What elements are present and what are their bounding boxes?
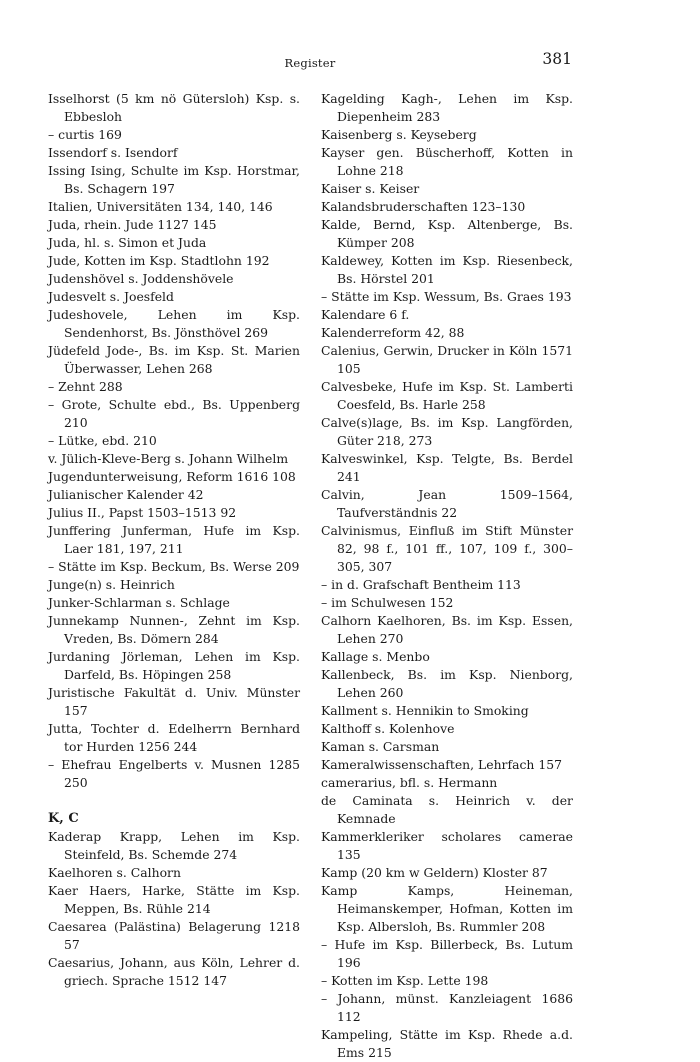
index-subentry: – Grote, Schulte ebd., Bs. Uppenberg 210: [48, 397, 300, 430]
index-entry: Judenshövel s. Joddenshövele: [48, 271, 234, 286]
index-entry: de Caminata s. Heinrich v. der Kemnade: [321, 793, 573, 826]
index-subentry: – im Schulwesen 152: [321, 595, 454, 610]
index-entry: Calve(s)lage, Bs. im Ksp. Langförden, Güter 218, 273: [321, 415, 573, 448]
index-entry: Juda, rhein. Jude 1127 145: [48, 217, 217, 232]
index-entry: Issing Ising, Schulte im Ksp. Horstmar, Bs. Schagern 197: [48, 163, 300, 196]
index-entry: Kalthoff s. Kolenhove: [321, 721, 455, 736]
index-entry: Kayser gen. Büscherhoff, Kotten in Lohne 218: [321, 145, 573, 178]
index-entry: Kamp Kamps, Heineman, Heimanskemper, Hofman, Kotten im Ksp. Albersloh, Bs. Rummler 208: [321, 883, 573, 934]
index-entry: Junge(n) s. Heinrich: [48, 577, 175, 592]
index-entry: Kaisenberg s. Keyseberg: [321, 127, 477, 142]
index-subentry: – Ehefrau Engelberts v. Musnen 1285 250: [48, 757, 300, 790]
index-entry: Juda, hl. s. Simon et Juda: [48, 235, 207, 250]
index-entry: Caesarius, Johann, aus Köln, Lehrer d. griech. Sprache 1512 147: [48, 955, 300, 988]
index-entry: Kaman s. Carsman: [321, 739, 440, 754]
index-subentry: – Johann, münst. Kanzleiagent 1686 112: [321, 991, 573, 1024]
index-entry: Kammerkleriker scholares camerae 135: [321, 829, 573, 862]
index-entry: Jurdaning Jörleman, Lehen im Ksp. Darfeld, Bs. Höpingen 258: [48, 649, 300, 682]
index-subentry: – Hufe im Ksp. Billerbeck, Bs. Lutum 196: [321, 937, 573, 970]
index-entry: Kalenderreform 42, 88: [321, 325, 465, 340]
right-index-entries: [321, 90, 573, 1062]
index-entry: Kallage s. Menbo: [321, 649, 430, 664]
index-entry: Judesvelt s. Joesfeld: [48, 289, 174, 304]
left-column: [48, 90, 300, 990]
index-entry: Kallenbeck, Bs. im Ksp. Nienborg, Lehen 260: [321, 667, 573, 700]
index-entry: Isselhorst (5 km nö Gütersloh) Ksp. s. Ebbesloh: [48, 91, 300, 124]
index-entry: Kaelhoren s. Calhorn: [48, 865, 181, 880]
index-entry: Julianischer Kalender 42: [48, 487, 204, 502]
index-entry: Kaldewey, Kotten im Ksp. Riesenbeck, Bs. Hörstel 201: [321, 253, 573, 286]
index-subentry: – Lütke, ebd. 210: [48, 433, 157, 448]
left-index-entries: [48, 90, 300, 792]
right-column: [321, 90, 573, 1062]
index-subentry: – Zehnt 288: [48, 379, 123, 394]
index-subentry: – Kotten im Ksp. Lette 198: [321, 973, 489, 988]
section-heading: K, C: [48, 811, 79, 826]
index-entry: Kamp (20 km w Geldern) Kloster 87: [321, 865, 548, 880]
index-entry: Kalandsbruderschaften 123–130: [321, 199, 526, 214]
index-entry: Junffering Junferman, Hufe im Ksp. Laer 181, 197, 211: [48, 523, 300, 556]
index-entry: Jude, Kotten im Ksp. Stadtlohn 192: [48, 253, 270, 268]
index-subentry: – Stätte im Ksp. Wessum, Bs. Graes 193: [321, 289, 572, 304]
index-entry: Jutta, Tochter d. Edelherrn Bernhard tor Hurden 1256 244: [48, 721, 300, 754]
index-entry: Kaiser s. Keiser: [321, 181, 420, 196]
index-entry: Juristische Fakultät d. Univ. Münster 157: [48, 685, 300, 718]
index-entry: Calvesbeke, Hufe im Ksp. St. Lamberti Coesfeld, Bs. Harle 258: [321, 379, 573, 412]
index-subentry: – Stätte im Ksp. Beckum, Bs. Werse 209: [48, 559, 300, 574]
index-entry: Kalde, Bernd, Ksp. Altenberge, Bs. Kümper 208: [321, 217, 573, 250]
index-entry: Kagelding Kagh-, Lehen im Ksp. Diepenheim 283: [321, 91, 573, 124]
index-entry: Junnekamp Nunnen-, Zehnt im Ksp. Vreden, Bs. Dömern 284: [48, 613, 300, 646]
index-entry: Jüdefeld Jode-, Bs. im Ksp. St. Marien Überwasser, Lehen 268: [48, 343, 300, 376]
running-head: [48, 50, 572, 74]
index-entry: Kameralwissenschaften, Lehrfach 157: [321, 757, 562, 772]
running-head-title: Register: [284, 56, 336, 70]
index-entry: Kaer Haers, Harke, Stätte im Ksp. Meppen, Bs. Rühle 214: [48, 883, 300, 916]
index-entry: Calhorn Kaelhoren, Bs. im Ksp. Essen, Lehen 270: [321, 613, 573, 646]
index-entry: Kallment s. Hennikin to Smoking: [321, 703, 529, 718]
index-entry: Junker-Schlarman s. Schlage: [48, 595, 230, 610]
index-entry: Kampeling, Stätte im Ksp. Rhede a.d. Ems 215: [321, 1027, 573, 1060]
index-entry: Issendorf s. Isendorf: [48, 145, 178, 160]
index-entry: Calvinismus, Einfluß im Stift Münster 82, 98 f., 101 ff., 107, 109 f., 300–305, 307: [321, 523, 573, 574]
index-entry: Julius II., Papst 1503–1513 92: [48, 505, 237, 520]
index-entry: Caesarea (Palästina) Belagerung 1218 57: [48, 919, 300, 952]
index-entry: Kalveswinkel, Ksp. Telgte, Bs. Berdel 241: [321, 451, 573, 484]
index-subentry: – curtis 169: [48, 127, 122, 142]
index-entry: Calvin, Jean 1509–1564, Taufverständnis 22: [321, 487, 573, 520]
index-entry: Italien, Universitäten 134, 140, 146: [48, 199, 273, 214]
index-entry: Kaderap Krapp, Lehen im Ksp. Steinfeld, Bs. Schemde 274: [48, 829, 300, 862]
index-entry: Calenius, Gerwin, Drucker in Köln 1571 105: [321, 343, 573, 376]
left-k-index-entries: [48, 828, 300, 990]
index-entry: v. Jülich-Kleve-Berg s. Johann Wilhelm: [48, 451, 289, 466]
index-entry: Judeshovele, Lehen im Ksp. Sendenhorst, Bs. Jönsthövel 269: [48, 307, 300, 340]
index-entry: camerarius, bfl. s. Hermann: [321, 775, 498, 790]
index-subentry: – in d. Grafschaft Bentheim 113: [321, 577, 521, 592]
index-entry: Jugendunterweisung, Reform 1616 108: [48, 469, 296, 484]
index-entry: Kalendare 6 f.: [321, 307, 410, 322]
page-number: 381: [542, 50, 572, 68]
